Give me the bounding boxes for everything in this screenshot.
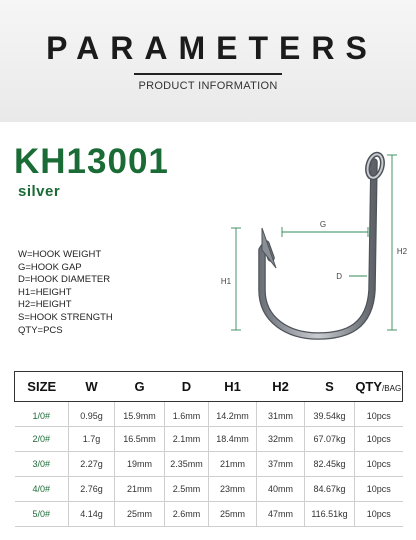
cell-d: 1.6mm — [165, 402, 209, 427]
table-row — [15, 452, 403, 477]
cell-h1: 21mm — [209, 452, 257, 477]
cell-g: 16.5mm — [115, 427, 165, 452]
product-model: KH13001 — [14, 142, 169, 181]
parameters-table-container — [14, 371, 402, 527]
cell-h1: 23mm — [209, 477, 257, 502]
legend-item-w: W=HOOK WEIGHT — [18, 249, 102, 260]
cell-h1: 18.4mm — [209, 427, 257, 452]
parameters-table — [14, 371, 403, 527]
legend-item-qty: QTY=PCS — [18, 324, 63, 336]
cell-size: 5/0# — [15, 502, 69, 527]
h2-label: H2 — [396, 247, 408, 256]
cell-size: 2/0# — [15, 427, 69, 452]
cell-g: 25mm — [115, 502, 165, 527]
cell-w: 2.27g — [69, 452, 115, 477]
cell-g: 21mm — [115, 477, 165, 502]
cell-w: 2.76g — [69, 477, 115, 502]
column-header-s: S — [305, 372, 355, 402]
table-row — [15, 477, 403, 502]
legend-item-d: D=HOOK DIAMETER — [18, 274, 111, 286]
table-row — [15, 427, 403, 452]
page-subtitle: PRODUCT INFORMATION — [138, 80, 278, 92]
cell-s: 82.45kg — [305, 452, 355, 477]
column-header-size: SIZE — [15, 372, 69, 402]
product-color: silver — [18, 183, 61, 200]
cell-h2: 47mm — [257, 502, 305, 527]
cell-size: 1/0# — [15, 402, 69, 427]
cell-qty: 10pcs — [355, 477, 403, 502]
cell-h1: 25mm — [209, 502, 257, 527]
legend-item-h1: H1=HEIGHT — [18, 286, 72, 298]
cell-qty: 10pcs — [355, 402, 403, 427]
cell-h1: 14.2mm — [209, 402, 257, 427]
cell-s: 116.51kg — [305, 502, 355, 527]
cell-d: 2.35mm — [165, 452, 209, 477]
cell-h2: 40mm — [257, 477, 305, 502]
cell-d: 2.6mm — [165, 502, 209, 527]
cell-h2: 37mm — [257, 452, 305, 477]
legend-item-h2: H2=HEIGHT — [18, 299, 72, 311]
cell-s: 39.54kg — [305, 402, 355, 427]
cell-w: 0.95g — [69, 402, 115, 427]
cell-qty: 10pcs — [355, 502, 403, 527]
d-label: D — [336, 272, 342, 281]
table-body — [15, 402, 403, 527]
cell-s: 84.67kg — [305, 477, 355, 502]
table-row — [15, 402, 403, 427]
cell-w: 1.7g — [69, 427, 115, 452]
cell-size: 3/0# — [15, 452, 69, 477]
cell-h2: 32mm — [257, 427, 305, 452]
hook-shank — [262, 162, 374, 336]
g-label: G — [319, 220, 327, 229]
cell-d: 2.1mm — [165, 427, 209, 452]
column-header-d: D — [165, 372, 209, 402]
cell-w: 4.14g — [69, 502, 115, 527]
hook-illustration — [262, 153, 385, 336]
cell-g: 19mm — [115, 452, 165, 477]
cell-s: 67.07kg — [305, 427, 355, 452]
legend-item-s: S=HOOK STRENGTH — [18, 311, 113, 323]
cell-h2: 31mm — [257, 402, 305, 427]
column-header-h1: H1 — [209, 372, 257, 402]
h1-label: H1 — [220, 277, 232, 286]
column-header-qty — [355, 372, 403, 402]
cell-qty: 10pcs — [355, 452, 403, 477]
qty-header-unit: /BAG — [382, 384, 402, 393]
column-header-h2: H2 — [257, 372, 305, 402]
cell-d: 2.5mm — [165, 477, 209, 502]
column-header-g: G — [115, 372, 165, 402]
qty-header-label: QTY — [355, 379, 383, 394]
cell-qty: 10pcs — [355, 427, 403, 452]
cell-g: 15.9mm — [115, 402, 165, 427]
legend-item-g: G=HOOK GAP — [18, 261, 82, 273]
table-header-row — [15, 372, 403, 402]
table-row — [15, 502, 403, 527]
page-title: PARAMETERS — [46, 30, 378, 66]
hook-shank-outline — [262, 162, 374, 336]
column-header-w: W — [69, 372, 115, 402]
cell-size: 4/0# — [15, 477, 69, 502]
